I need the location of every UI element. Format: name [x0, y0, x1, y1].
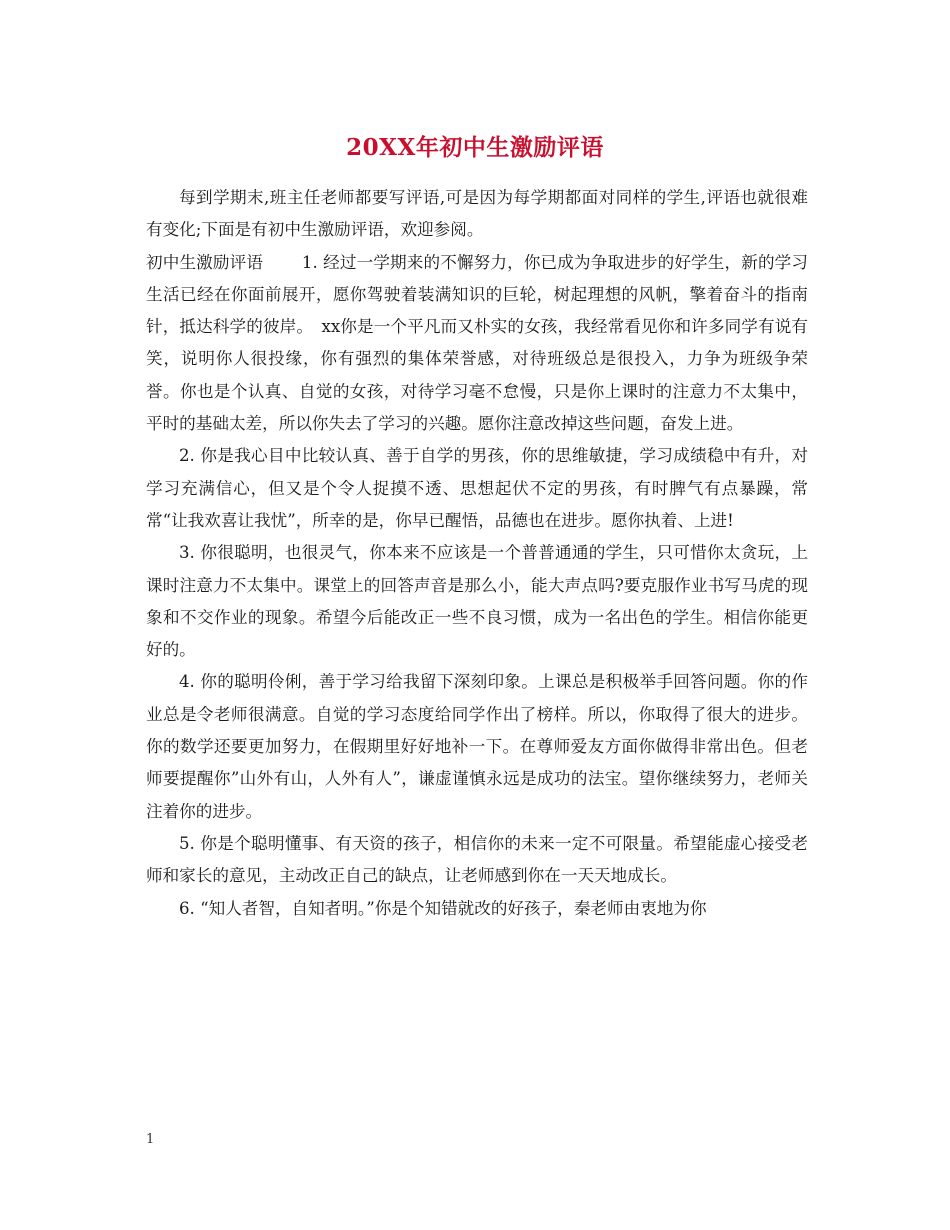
paragraph-4: 4. 你的聪明伶俐，善于学习给我留下深刻印象。上课总是积极举手回答问题。你的作业总是令老师很满意。自觉的学习态度给同学作出了榜样。所以，你取得了很大的进步。你的数学还要更加努力，在假期里好好地补一下。在尊师爱友方面你做得非常出色。但老师要提醒你”山外有山，人外有人”，谦虚谨慎永远是成功的法宝。望你继续努力，老师关注着你的进步。 [146, 672, 808, 821]
paragraph-2: 2. 你是我心目中比较认真、善于自学的男孩，你的思维敏捷，学习成绩稳中有升，对学习充满信心，但又是个令人捉摸不透、思想起伏不定的男孩，有时脾气有点暴躁，常常“让我欢喜让我忧”，所幸的是，你早已醒悟，品德也在进步。愿你执着、上进! [146, 446, 808, 530]
paragraph-5: 5. 你是个聪明懂事、有天资的孩子，相信你的未来一定不可限量。希望能虚心接受老师和家长的意见，主动改正自己的缺点，让老师感到你在一天天地成长。 [146, 833, 808, 886]
paragraph-intro: 每到学期末,班主任老师都要写评语,可是因为每学期都面对同样的学生,评语也就很难有变化;下面是有初中生激励评语，欢迎参阅。 [146, 188, 808, 240]
page-number: 1 [146, 1132, 155, 1147]
document-body [146, 182, 808, 925]
paragraph-3: 3. 你很聪明，也很灵气，你本来不应该是一个普普通通的学生，只可惜你太贪玩，上课时注意力不太集中。课堂上的回答声音是那么小，能大声点吗?要克服作业书写马虎的现象和不交作业的现象。希望今后能改正一些不良习惯，成为一名出色的学生。相信你能更好的。 [146, 543, 808, 660]
paragraph-6: 6. “知人者智，自知者明。”你是个知错就改的好孩子，秦老师由衷地为你 [179, 898, 707, 918]
paragraph-1: 初中生激励评语 1. 经过一学期来的不懈努力，你已成为争取进步的好学生，新的学习生活已经在你面前展开，愿你驾驶着装满知识的巨轮，树起理想的风帆，擎着奋斗的指南针，抵达科学的彼岸。 xx你是一个平凡而又朴实的女孩，我经常看见你和许多同学有说有笑，说明你人很投缘，你有强烈的集体荣誉感，对待班级总是很投入，力争为班级争荣誉。你也是个认真、自觉的女孩，对待学习毫不怠慢，只是你上课时的注意力不太集中，平时的基础太差，所以你失去了学习的兴趣。愿你注意改掉这些问题，奋发上进。 [146, 252, 808, 434]
document-title: 20XX年初中生激励评语 [346, 134, 604, 161]
